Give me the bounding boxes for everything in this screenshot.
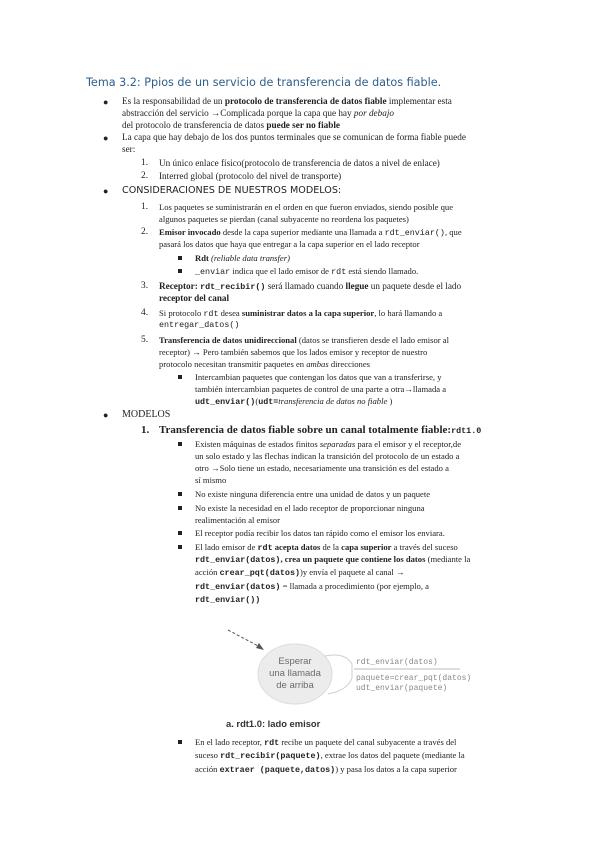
paragraph-line: Es la responsabilidad de un protocolo de transferencia de datos fiable implementar esta: [122, 96, 452, 106]
list-item: En el lado receptor, rdt recibe un paquete del canal subyacente a través del: [195, 737, 457, 748]
list-item: El receptor podía recibir los datos tan rápido como el emisor los enviara.: [195, 528, 445, 538]
list-item: Existen máquinas de estados finitos separadas para el emisor y el receptor,de: [195, 439, 462, 449]
section-title: Tema 3.2: Ppios de un servicio de transferencia de datos fiable.: [86, 76, 442, 89]
square-bullet: [178, 740, 182, 744]
transition-action: paquete=crear_pqt(datos): [356, 674, 472, 683]
list-item: algunos paquetes se pierdan (canal subyacente no reordena los paquetes): [159, 214, 409, 224]
list-number: 2.: [141, 227, 149, 237]
subheading: CONSIDERACIONES DE NUESTROS MODELOS:: [122, 185, 342, 196]
square-bullet: [178, 256, 182, 260]
list-number: 1.: [141, 202, 149, 212]
list-item: No existe la necesidad en el lado receptor de proporcionar ninguna: [195, 503, 425, 513]
list-item: receptor) → Pero también sabemos que los lados emisor y receptor de nuestro: [159, 347, 428, 357]
list-item: rdt_enviar(datos), crea un paquete que contiene los datos (mediante la: [195, 554, 471, 565]
square-bullet: [178, 269, 182, 273]
bullet-dot: ●: [103, 133, 109, 143]
square-bullet: [178, 492, 182, 496]
list-item: rdt_enviar(datos) = llamada a procedimiento (por ejemplo, a: [195, 581, 429, 592]
list-item: _enviar indica que el lado emisor de rdt está siendo llamado.: [195, 266, 419, 277]
list-item: realimentación al emisor: [195, 515, 280, 525]
list-item: sí mismo: [195, 475, 227, 485]
transition-event: rdt_enviar(datos): [356, 658, 438, 667]
list-item: Los paquetes se suministrarán en el orden en que fueron enviados, siendo posible que: [159, 202, 454, 212]
list-number: 3.: [141, 281, 149, 291]
list-number: 5.: [141, 335, 149, 345]
list-item: Emisor invocado desde la capa superior mediante una llamada a rdt_enviar(), que: [159, 227, 462, 238]
list-item: acción crear_pqt(datos))y envía el paquete al canal →: [195, 567, 405, 578]
list-item: Intercambian paquetes que contengan los datos que van a transferirse, y: [195, 372, 442, 382]
paragraph-line: ser:: [122, 144, 136, 154]
paragraph-line: del protocolo de transferencia de datos puede ser no fiable: [122, 120, 340, 130]
entry-arrow-line: [228, 630, 262, 648]
list-item: suceso rdt_recibir(paquete), extrae los datos del paquete (mediante la: [195, 750, 465, 761]
entry-arrow-head: [256, 643, 264, 650]
diagram-caption: a. rdt1.0: lado emisor: [226, 718, 321, 729]
list-number: 2.: [141, 171, 149, 181]
state-label-line: Esperar: [278, 656, 312, 667]
list-item: acción extraer (paquete,datos)) y pasa los datos a la capa superior: [195, 764, 457, 775]
list-item: Un único enlace físico(protocolo de transferencia de datos a nivel de enlace): [159, 158, 440, 168]
model-heading: Transferencia de datos fiable sobre un canal totalmente fiable:rdt1.0: [159, 424, 482, 436]
list-item: pasará los datos que haya que entregar a la capa superior en el lado receptor: [159, 239, 420, 249]
list-item: también intercambian paquetes de control de una parte a otra→llamada a: [195, 384, 447, 394]
list-item: Transferencia de datos unidireccional (datos se transfieren desde el lado emisor al: [159, 335, 449, 345]
list-item: rdt_enviar()): [195, 595, 261, 605]
square-bullet: [178, 545, 182, 549]
subheading: MODELOS: [122, 409, 171, 420]
list-item: otro →Solo tiene un estado, necesariamente una transición es del estado a: [195, 463, 449, 473]
bullet-dot: ●: [103, 97, 109, 107]
square-bullet: [178, 442, 182, 446]
square-bullet: [178, 375, 182, 379]
fsm-diagram: [220, 622, 480, 714]
list-item: El lado emisor de rdt acepta datos de la capa superior a través del suceso: [195, 542, 458, 553]
transition-action: udt_enviar(paquete): [356, 684, 448, 693]
square-bullet: [178, 531, 182, 535]
list-item: protocolo necesitan transmitir paquetes en ambas direcciones: [159, 359, 370, 369]
list-number: 4.: [141, 308, 149, 318]
list-item: Interred global (protocolo del nivel de transporte): [159, 171, 342, 181]
bullet-dot: ●: [103, 186, 109, 196]
state-label-line: una llamada: [269, 668, 321, 679]
state-label-line: de arriba: [276, 680, 314, 691]
list-item: receptor del canal: [159, 293, 230, 303]
square-bullet: [178, 506, 182, 510]
list-item: Si protocolo rdt desea suministrar datos a la capa superior, lo hará llamando a: [159, 308, 443, 319]
paragraph-line: abstracción del servicio →Complicada porque la capa que hay por debajo: [122, 108, 394, 118]
list-number: 1.: [141, 158, 149, 168]
list-item: entregar_datos(): [159, 320, 240, 330]
list-item: udt_enviar()(udt=transferencia de datos no fiable ): [195, 396, 393, 407]
list-item: Receptor: rdt_recibir() será llamado cuando llegue un paquete desde el lado: [159, 281, 462, 292]
list-number: 1.: [141, 424, 150, 436]
list-item: No existe ninguna diferencia entre una unidad de datos y un paquete: [195, 489, 431, 499]
paragraph-line: La capa que hay debajo de los dos puntos terminales que se comunican de forma fiable puede: [122, 132, 466, 142]
bullet-dot: ●: [103, 410, 109, 420]
list-item: Rdt (reliable data transfer): [195, 253, 290, 263]
list-item: un solo estado y las flechas indican la transición del protocolo de un estado a: [195, 451, 460, 461]
